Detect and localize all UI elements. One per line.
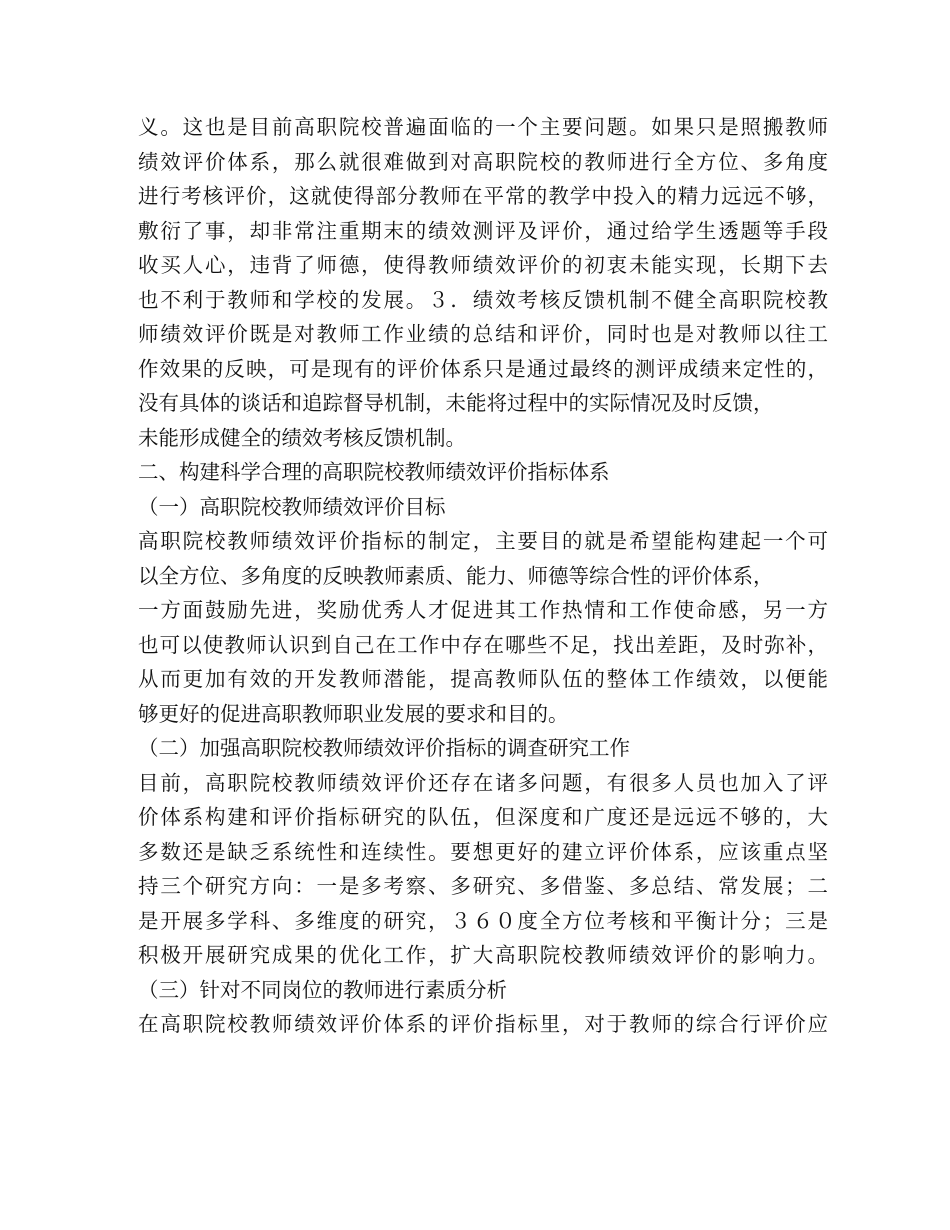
text-line: （三）针对不同岗位的教师进行素质分析 — [138, 977, 507, 1002]
text-line: 多数还是缺乏系统性和连续性。要想更好的建立评价体系，应该重点坚 — [138, 839, 828, 864]
text-line: 没有具体的谈话和追踪督导机制，未能将过程中的实际情况及时反馈， — [138, 391, 774, 415]
text-line: 持三个研究方向：一是多考察、多研究、多借鉴、多总结、常发展；二 — [138, 874, 828, 898]
text-line: 师绩效评价既是对教师工作业绩的总结和评价，同时也是对教师以往工 — [138, 322, 828, 346]
text-line: 绩效评价体系，那么就很难做到对高职院校的教师进行全方位、多角度 — [138, 149, 828, 174]
document-body — [138, 110, 828, 1042]
text-line: 未能形成健全的绩效考核反馈机制。 — [138, 425, 466, 450]
text-line: 一方面鼓励先进，奖励优秀人才促进其工作热情和工作使命感，另一方 — [138, 598, 828, 622]
text-line: 敷衍了事，却非常注重期末的绩效测评及评价，通过给学生透题等手段 — [138, 218, 828, 243]
text-line: 高职院校教师绩效评价指标的制定，主要目的就是希望能构建起一个可 — [138, 529, 828, 553]
text-line: 够更好的促进高职教师职业发展的要求和目的。 — [138, 701, 569, 726]
text-line: 是开展多学科、多维度的研究，３６０度全方位考核和平衡计分；三是 — [138, 908, 828, 933]
text-line: 价体系构建和评价指标研究的队伍，但深度和广度还是远远不够的，大 — [138, 805, 828, 829]
text-line: 义。这也是目前高职院校普遍面临的一个主要问题。如果只是照搬教师 — [138, 115, 828, 139]
text-line: 以全方位、多角度的反映教师素质、能力、师德等综合性的评价体系， — [138, 563, 774, 588]
text-line: 收买人心，违背了师德，使得教师绩效评价的初衷未能实现，长期下去 — [138, 253, 828, 277]
text-line: （一）高职院校教师绩效评价目标 — [138, 494, 446, 519]
text-line: 进行考核评价，这就使得部分教师在平常的教学中投入的精力远远不够， — [138, 184, 828, 208]
text-line: 在高职院校教师绩效评价体系的评价指标里，对于教师的综合行评价应 — [138, 1012, 828, 1036]
text-line: 从而更加有效的开发教师潜能，提高教师队伍的整体工作绩效，以便能 — [138, 667, 828, 691]
text-line: 目前，高职院校教师绩效评价还存在诸多问题，有很多人员也加入了评 — [138, 770, 828, 795]
text-line: 也不利于教师和学校的发展。３．绩效考核反馈机制不健全高职院校教 — [138, 287, 828, 312]
text-line: 积极开展研究成果的优化工作，扩大高职院校教师绩效评价的影响力。 — [138, 943, 828, 967]
text-line: 也可以使教师认识到自己在工作中存在哪些不足，找出差距，及时弥补， — [138, 632, 828, 657]
text-line: 作效果的反映，可是现有的评价体系只是通过最终的测评成绩来定性的， — [138, 356, 828, 381]
text-line: （二）加强高职院校教师绩效评价指标的调查研究工作 — [138, 736, 630, 760]
text-line: 二、构建科学合理的高职院校教师绩效评价指标体系 — [138, 460, 610, 484]
